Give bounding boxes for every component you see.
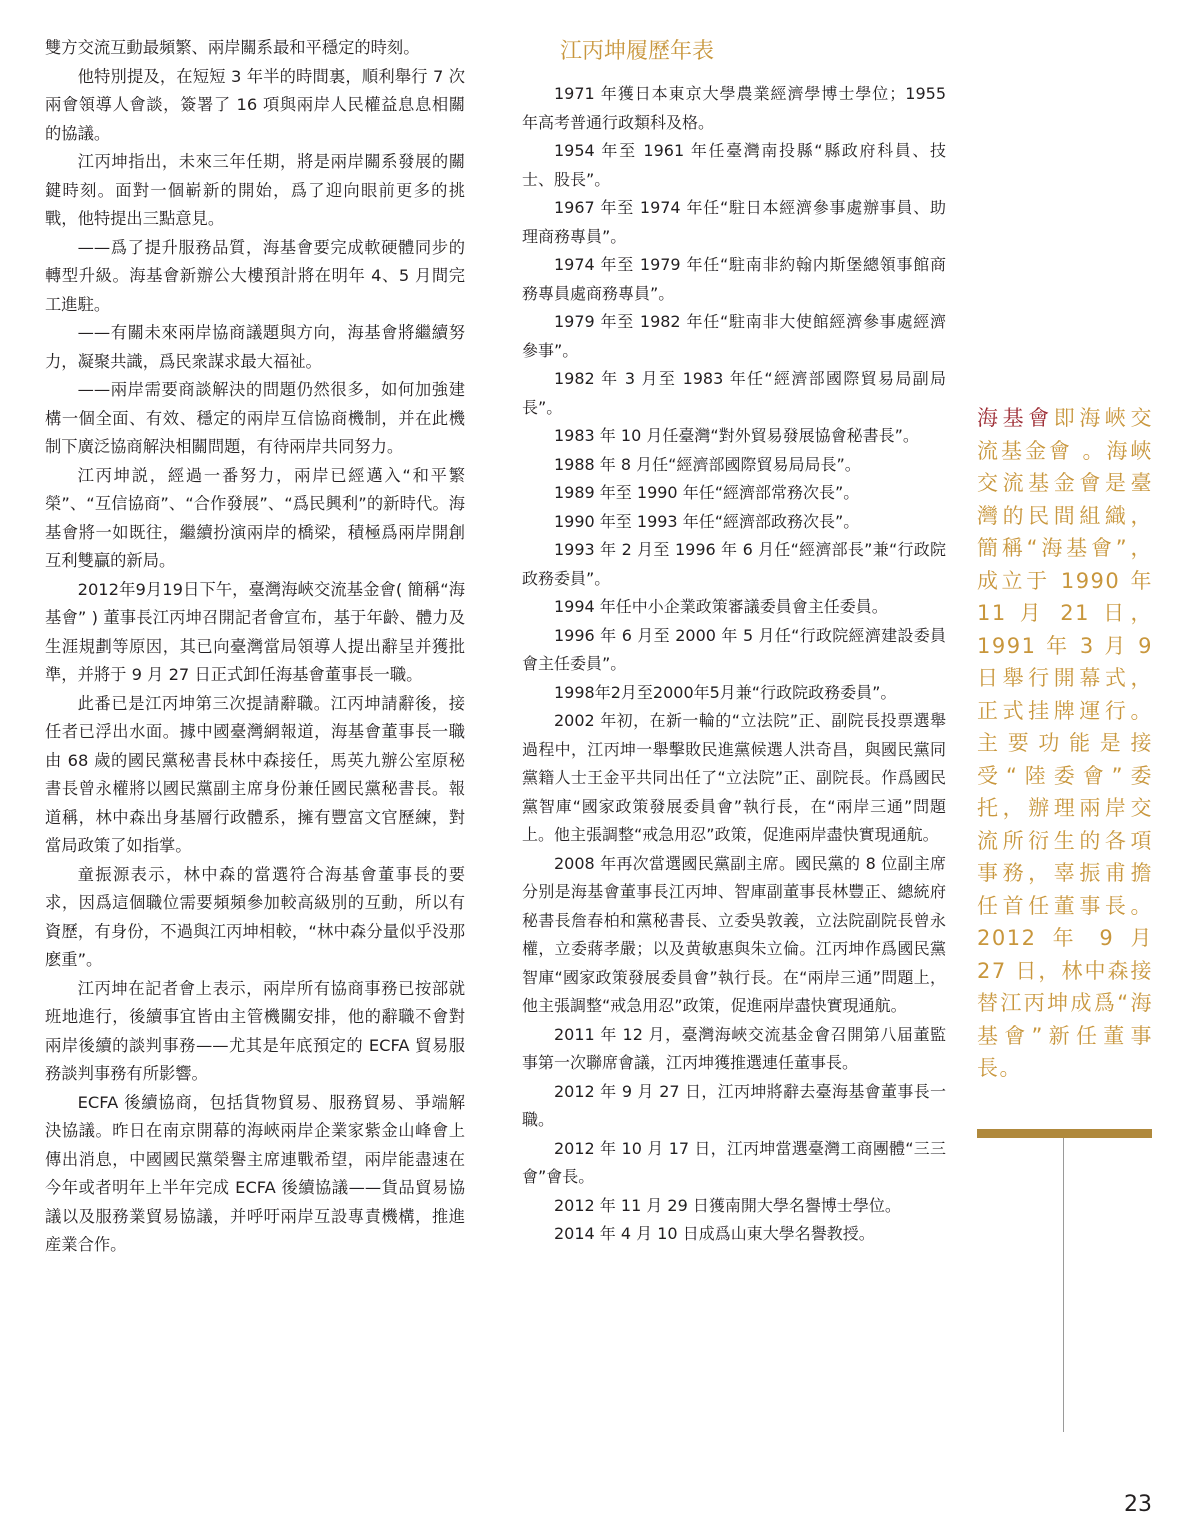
page-number: 23 xyxy=(1124,1492,1152,1517)
timeline-entry: 1993 年 2 月至 1996 年 6 月任“經濟部長”兼“行政院政務委員”。 xyxy=(522,540,946,588)
sidebar-note-text xyxy=(977,402,1153,1085)
timeline-entry: 1983 年 10 月任臺灣“對外貿易發展協會秘書長”。 xyxy=(554,426,919,445)
paragraph: 此番已是江丙坤第三次提請辭職。江丙坤請辭後，接任者已浮出水面。據中國臺灣網報道，海基會董事長一職由 68 歲的國民黨秘書長林中森接任，馬英九辦公室原秘書長曾永權將以國民黨副主席身份兼任國民黨秘書長。報道稱，林中森出身基層行政體系，擁有豐富文官歷練，對當局政策了如指掌。 xyxy=(45,693,465,855)
paragraph: ——有關未來兩岸協商議題與方向，海基會將繼續努力，凝聚共識，爲民衆謀求最大福祉。 xyxy=(45,323,465,371)
timeline-entry: 2012 年 9 月 27 日，江丙坤將辭去臺海基會董事長一職。 xyxy=(522,1081,946,1129)
sidebar-vertical-rule xyxy=(1063,1138,1064,1432)
timeline-entry: 1971 年獲日本東京大學農業經濟學博士學位；1955 年高考普通行政類科及格。 xyxy=(522,84,946,132)
timeline-entry: 2012 年 11 月 29 日獲南開大學名譽博士學位。 xyxy=(554,1195,901,1215)
paragraph: 童振源表示，林中森的當選符合海基會董事長的要求，因爲這個職位需要頻頻參加較高級別的互動，所以有資歷，有身份，不過與江丙坤相較，“林中森分量似乎没那麽重”。 xyxy=(45,864,465,969)
paragraph: 江丙坤説，經過一番努力，兩岸已經邁入“和平繁榮”、“互信協商”、“合作發展”、“爲民興利”的新時代。海基會將一如既往，繼續扮演兩岸的橋梁，積極爲兩岸開創互利雙贏的新局。 xyxy=(45,465,465,570)
timeline-entry: 2011 年 12 月，臺灣海峽交流基金會召開第八届董監事第一次聯席會議，江丙坤獲推選連任董事長。 xyxy=(522,1024,946,1072)
timeline-entry: 1996 年 6 月至 2000 年 5 月任“行政院經濟建設委員會主任委員”。 xyxy=(522,625,946,673)
left-article-column xyxy=(45,34,465,1260)
timeline-entry: 1988 年 8 月任“經濟部國際貿易局局長”。 xyxy=(554,454,861,474)
timeline-entry: 2012 年 10 月 17 日，江丙坤當選臺灣工商團體“三三會”會長。 xyxy=(522,1138,946,1186)
timeline-entry: 1994 年任中小企業政策審議委員會主任委員。 xyxy=(554,597,888,616)
paragraph: ——兩岸需要商談解決的問題仍然很多，如何加強建構一個全面、有效、穩定的兩岸互信協商機制，并在此機制下廣泛協商解決相關問題，有待兩岸共同努力。 xyxy=(45,380,465,456)
timeline-entry: 2008 年再次當選國民黨副主席。國民黨的 8 位副主席分别是海基會董事長江丙坤、智庫副董事長林豐正、總統府秘書長詹春柏和黨秘書長、立委吳敦義，立法院副院長曾永權，立委蔣孝嚴；以及黄敏惠與朱立倫。江丙坤作爲國民黨智庫“國家政策發展委員會”執行長。在“兩岸三通”問題上，他主張調整“戒急用忍”政策，促進兩岸盡快實現通航。 xyxy=(522,853,946,1015)
paragraph: 雙方交流互動最頻繁、兩岸關系最和平穩定的時刻。 xyxy=(45,38,420,57)
sidebar-divider-bar xyxy=(977,1129,1152,1138)
paragraph: 2012年9月19日下午，臺灣海峽交流基金會( 簡稱“海基會” ) 董事長江丙坤召開記者會宣布，基于年齡、體力及生涯規劃等原因，其已向臺灣當局領導人提出辭呈并獲批準，并將于 9 月 27 日正式卸任海基會董事長一職。 xyxy=(45,579,465,684)
timeline-entry: 1979 年至 1982 年任“駐南非大使館經濟參事處經濟參事”。 xyxy=(522,312,946,360)
paragraph: 他特別提及，在短短 3 年半的時間裏，順利舉行 7 次兩會領導人會談，簽署了 16 項與兩岸人民權益息息相關的協議。 xyxy=(45,66,465,143)
timeline-entry: 1974 年至 1979 年任“駐南非約翰内斯堡總領事館商務專員處商務專員”。 xyxy=(522,255,946,303)
sidebar-highlight-term: 海基會 xyxy=(977,406,1054,430)
sidebar-body: 即海峽交流基金會 。海峽交流基金會是臺灣的民間組織，簡稱“海基會”，成立于 1990 年 11 月 21 日，1991 年 3 月 9 日舉行開幕式，正式挂牌運行。主要功能是接受“陸委會”委托，辦理兩岸交流所衍生的各項事務，辜振甫擔任首任董事長。2012 年 9 月 27 日，林中森接替江丙坤成爲“海基會”新任董事長。 xyxy=(977,406,1153,1080)
timeline-entry: 1989 年至 1990 年任“經濟部常務次長”。 xyxy=(554,483,860,502)
timeline-entry: 1990 年至 1993 年任“經濟部政務次長”。 xyxy=(554,511,860,531)
paragraph: 江丙坤指出，未來三年任期，將是兩岸關系發展的關鍵時刻。面對一個嶄新的開始，爲了迎向眼前更多的挑戰，他特提出三點意見。 xyxy=(45,152,465,228)
timeline-column xyxy=(522,36,946,1249)
paragraph: 江丙坤在記者會上表示，兩岸所有協商事務已按部就班地進行，後續事宜皆由主管機關安排，他的辭職不會對兩岸後續的談判事務——尤其是年底預定的 ECFA 貿易服務談判事務有所影響。 xyxy=(45,978,465,1083)
timeline-entry: 2002 年初，在新一輪的“立法院”正、副院長投票選舉過程中，江丙坤一舉擊敗民進黨候選人洪奇昌，與國民黨同黨籍人士王金平共同出任了“立法院”正、副院長。作爲國民黨智庫“國家政策發展委員會”執行長，在“兩岸三通”問題上。他主張調整“戒急用忍”政策，促進兩岸盡快實現通航。 xyxy=(522,711,946,844)
paragraph: ——爲了提升服務品質，海基會要完成軟硬體同步的轉型升級。海基會新辦公大樓預計將在明年 4、5 月間完工進駐。 xyxy=(45,237,465,314)
timeline-entry: 2014 年 4 月 10 日成爲山東大學名譽教授。 xyxy=(554,1224,875,1243)
timeline-title: 江丙坤履歷年表 xyxy=(560,39,715,64)
timeline-entry: 1998年2月至2000年5月兼“行政院政務委員”。 xyxy=(554,682,897,702)
timeline-entry: 1954 年至 1961 年任臺灣南投縣“縣政府科員、技士、股長”。 xyxy=(522,141,946,189)
timeline-entry: 1967 年至 1974 年任“駐日本經濟參事處辦事員、助理商務專員”。 xyxy=(522,198,946,246)
paragraph: ECFA 後續協商，包括貨物貿易、服務貿易、爭端解決協議。昨日在南京開幕的海峽兩岸企業家紫金山峰會上傳出消息，中國國民黨榮譽主席連戰希望，兩岸能盡速在今年或者明年上半年完成 ECFA 後續協議——貨品貿易協議以及服務業貿易協議，并呼吁兩岸互設專責機構，推進産業合作。 xyxy=(45,1092,465,1254)
sidebar-note xyxy=(977,402,1153,1085)
timeline-entry: 1982 年 3 月至 1983 年任“經濟部國際貿易局副局長”。 xyxy=(522,369,946,417)
